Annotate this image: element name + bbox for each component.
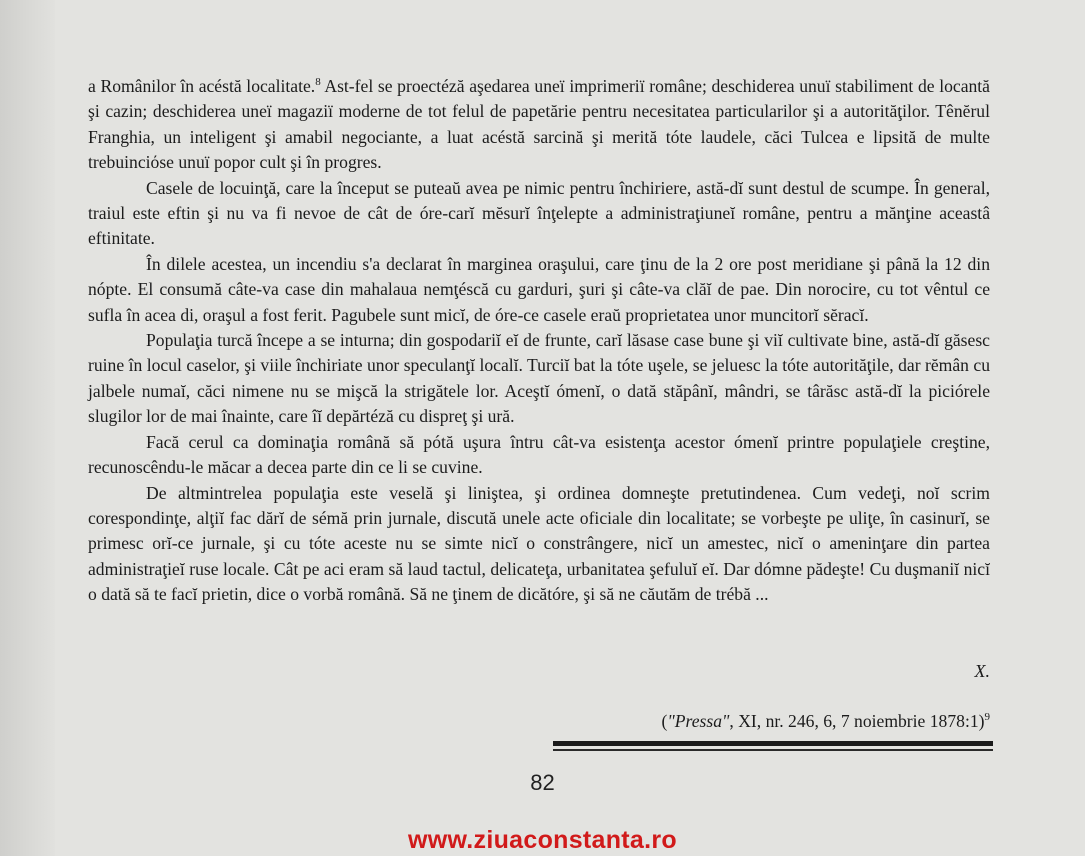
footnote-ref-8: 8 (315, 76, 321, 89)
paragraph-6: De altmintrelea populaţia este veselă şi liniştea, şi ordinea domneşte pretutindenea. Cum vedeţi, noĭ scrim corespondinţe, alţiĭ fac dărĭ de sémă prin jurnale, discută unele acte oficiale din localitate; se vorbeşte pe uliţe, în casinurĭ, se primesc orĭ-ce jurnale, şi cu tóte aceste nu se simte nicĭ o constrângere, nicĭ un amestec, nicĭ o ameninţare din partea administraţieĭ ruse locale. Cât pe aci eram să laud tactul, delicateţa, urbanitatea şefuluĭ eĭ. Dar dómne pădeşte! Cu duşmaniĭ nicĭ o dată să te facĭ prietin, dice o vorbă română. Să ne ţinem de dicătóre, şi să ne căutăm de trébă ... (88, 482, 990, 605)
article-body (88, 74, 990, 608)
paragraph-5: Facă cerul ca dominaţia română să pótă uşura întru cât-va esistenţa acestor ómenĭ printre populaţiele creştine, recunoscêndu-le măcar a decea parte din ce li se cuvine. (88, 431, 990, 478)
end-rule-thick (553, 741, 993, 746)
page-number: 82 (530, 770, 555, 795)
paragraph-3: În dilele acestea, un incendiu s'a declarat în marginea oraşului, care ţinu de la 2 ore post meridiane şi până la 12 din nópte. El consumă câte-va case din mahalaua nemţéscă cu garduri, şuri şi câte-va clăĭ de pae. Din norocire, cu tot vêntul ce sufla în acea di, oraşul a fost ferit. Pagubele sunt micĭ, de óre-ce casele eraŭ proprietatea unor muncitorĭ sĕracĭ. (88, 253, 990, 325)
publication-name: "Pressa" (667, 711, 730, 731)
footnote-ref-9: 9 (984, 711, 990, 724)
end-rule-thin (553, 749, 993, 751)
source-citation: ("Pressa", XI, nr. 246, 6, 7 noiembrie 1878:1)$^9$ (661, 711, 990, 731)
paragraph-1: a Românilor în acéstă localitate.$^8$ Ast-fel se proectéză aşedarea uneï imprimeriï române; deschiderea unuï stabiliment de locantă şi cazin; deschiderea uneï magaziï moderne de tot felul de papetărie pentru necesitatea particularilor şi a autorităţilor. Tênĕrul Franghia, un inteligent şi amabil negociante, a luat acéstă sarcină şi merită tóte laudele, căci Tulcea e lipsită de multe trebuinciόse unuï popor cult şi în progres. (88, 76, 990, 173)
author-signature: X. (974, 661, 990, 681)
watermark-url: www.ziuaconstanta.ro (407, 826, 677, 854)
paragraph-4: Populaţia turcă începe a se inturna; din gospodariĭ eĭ de frunte, carĭ lăsase case bune şi viĭ cultivate bine, astă-dĭ găsesc ruine în locul caselor, şi viile închiriate unor speculanţĭ localĭ. Turciĭ bat la tóte uşele, se jeluesc la tóte autorităţile, dar rĕmân cu jalbele numaĭ, căci nimene nu se mişcă la strigătele lor. Aceştĭ ómenĭ, o dată stăpânĭ, mândri, se târăsc astă-dĭ la piciórele slugilor lor de mai înainte, care îĭ depărtéză cu dispreţ şi ură. (88, 330, 990, 427)
paragraph-2: Casele de locuinţă, care la început se puteaŭ avea pe nimic pentru închiriere, astă-dĭ sunt destul de scumpe. În general, traiul este eftin şi nu va fi nevoe de cât de óre-carĭ mĕsurĭ înţelepte a administraţiuneĭ române, pentru a mănţine aceastâ eftinitate. (88, 177, 990, 249)
